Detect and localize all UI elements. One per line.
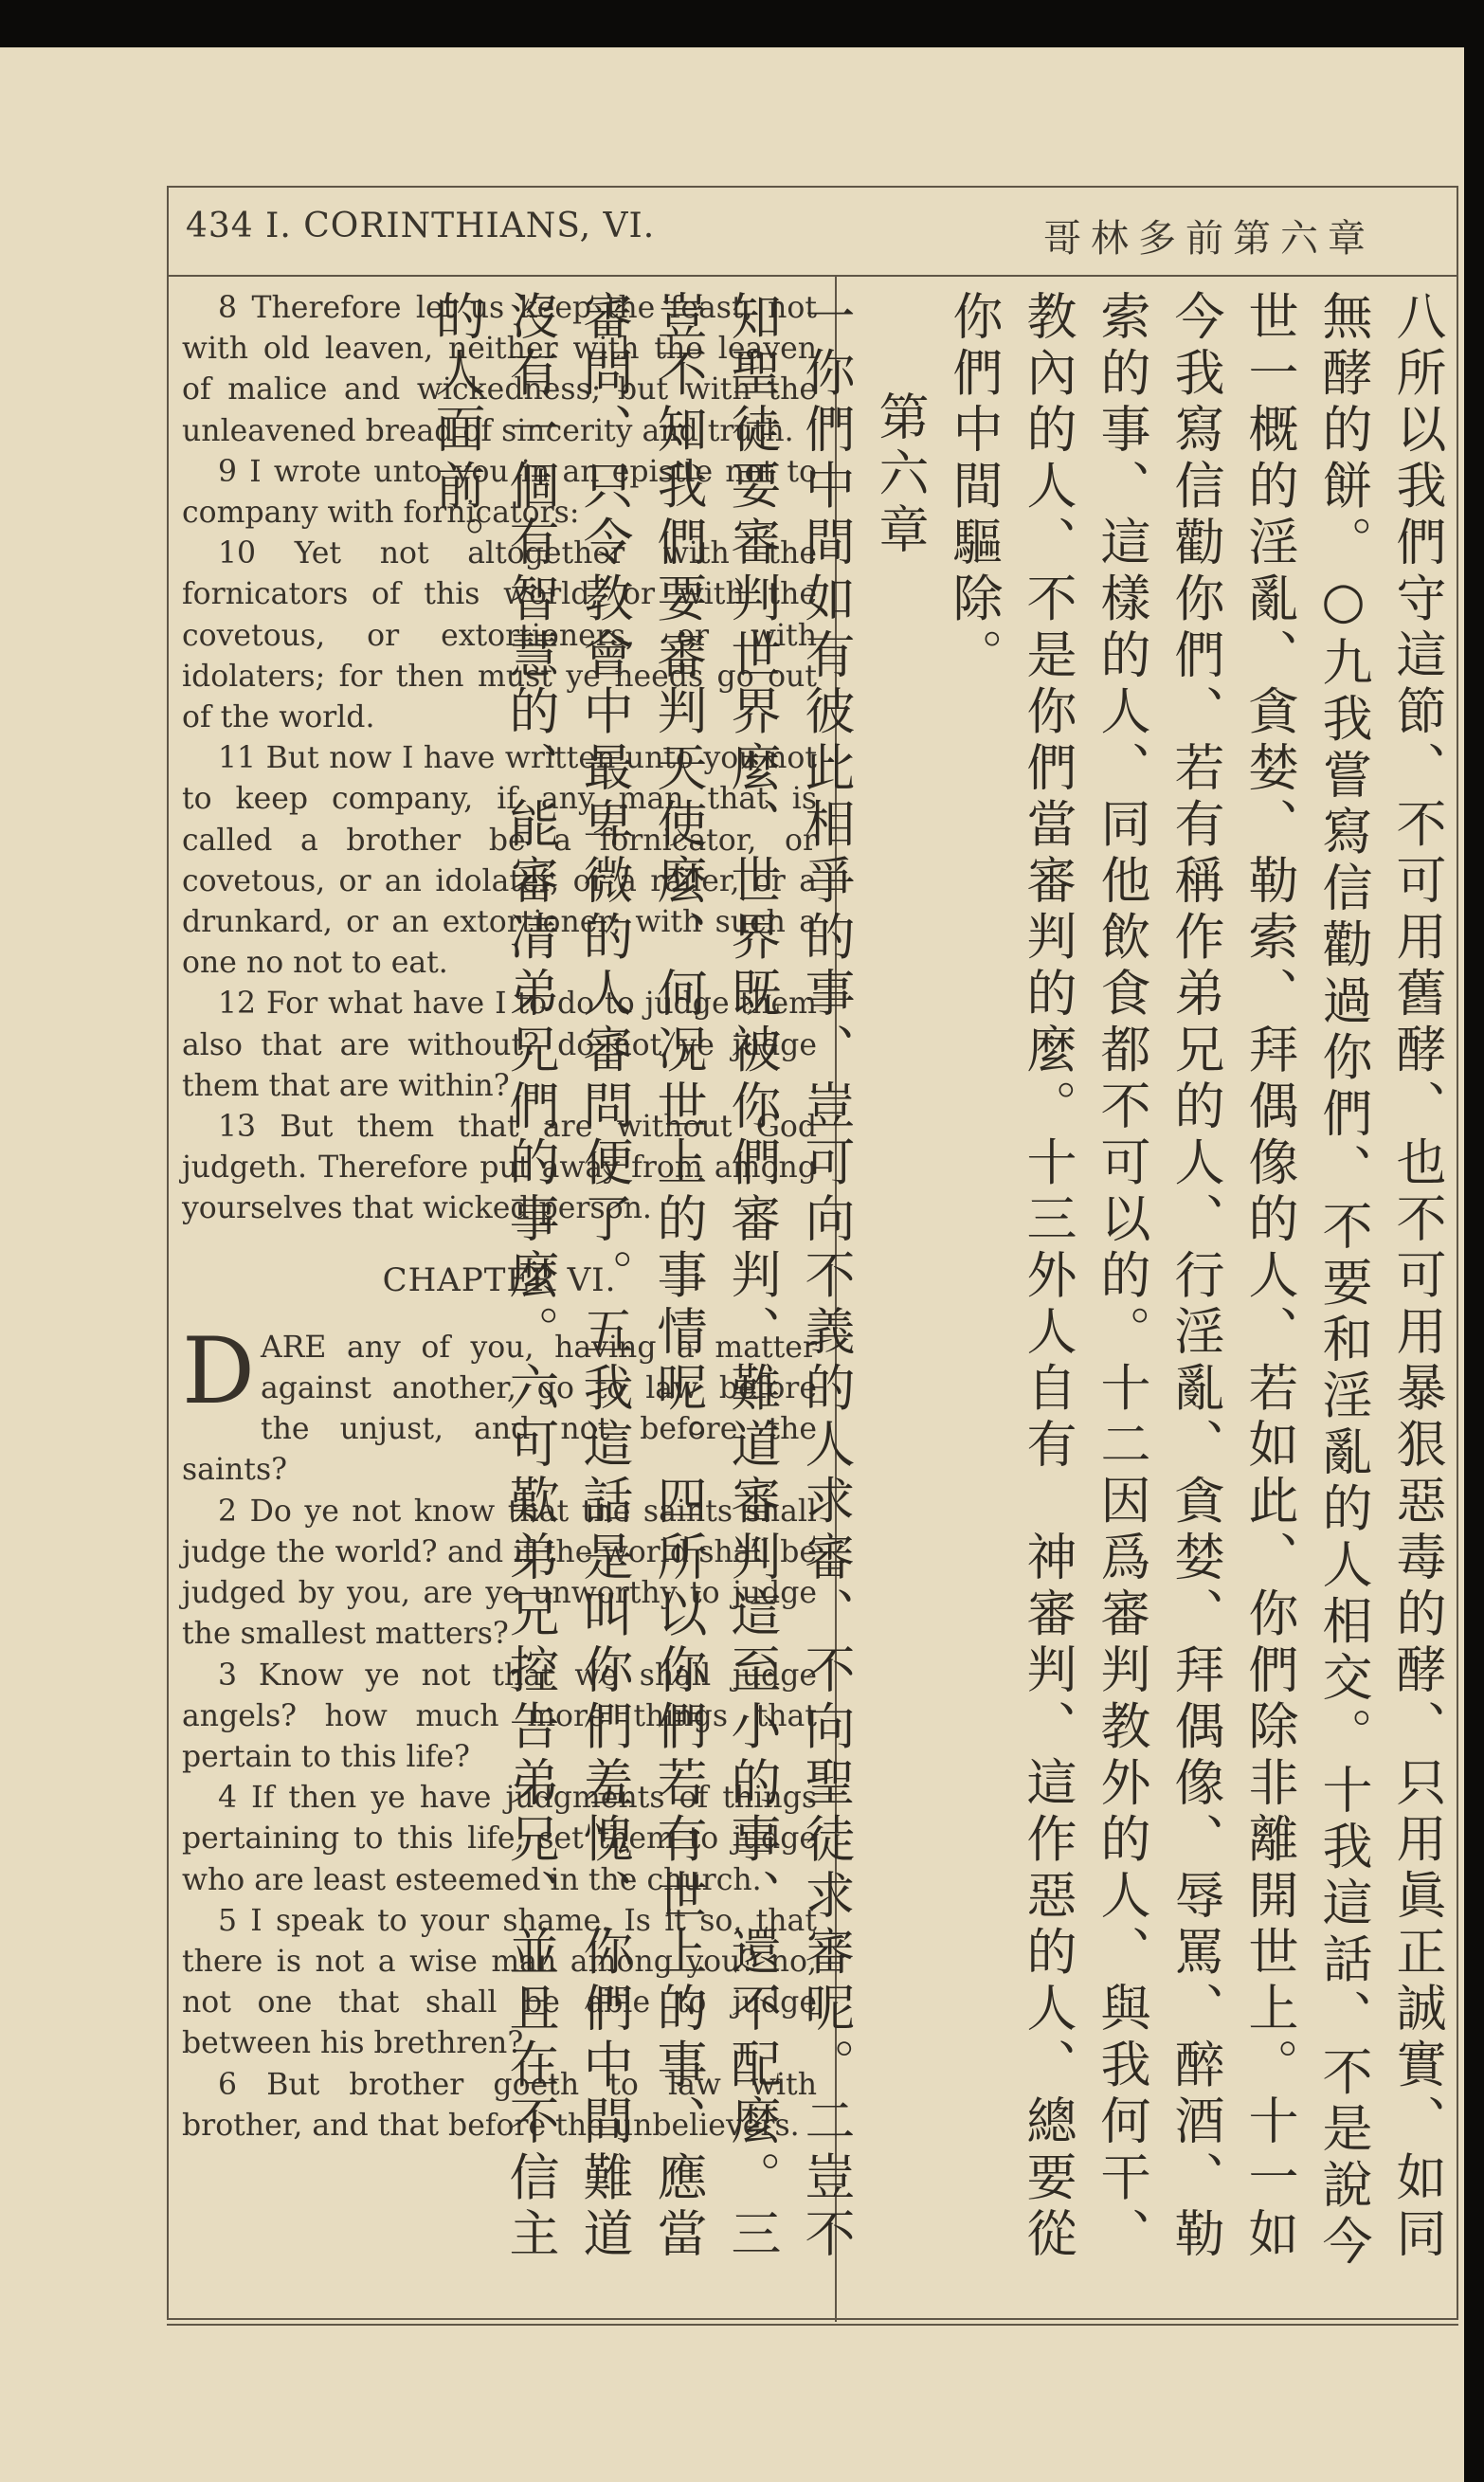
verse-1-text: ARE any of you, having a matter against another, go to law before the unjust, and not before the saints? bbox=[182, 1330, 817, 1488]
drop-cap: D bbox=[182, 1317, 255, 1424]
header-english: 434 I. CORINTHIANS, VI. bbox=[186, 207, 656, 245]
verse-3: 3 Know ye not that we shall judge angels? how much more things that pertain to this life? bbox=[182, 1658, 817, 1774]
header-chinese: 哥林多前第六章 bbox=[1043, 217, 1375, 261]
verse-11: 11 But now I have written unto you not to keep company, if any man that is called a brother be a fornicator, or covetous, or an idolater, or a railer, or a drunkard, or an extortioner; with such a one no not to eat. bbox=[182, 741, 817, 981]
verse-5: 5 I speak to your shame. Is it so, that there is not a wise man among you? no, not one that shall be able to judge between his brethren? bbox=[182, 1903, 817, 2061]
verse-13: 13 But them that are without God judgeth. Therefore put away from among yourselves that wicked person. bbox=[182, 1110, 817, 1226]
verse-9: 9 I wrote unto you in an epistle not to company with fornicators: bbox=[182, 454, 817, 531]
chinese-chapter5-text: 八所以我們守這節、不可用舊酵、也不可用暴狠惡毒的酵、只用眞正誠實、如同無酵的餅。○九我嘗寫信勸過你們、不要和淫亂的人相交。十我這話、不是說今世一概的淫亂、貪婪、勒索、拜偶像的人、若如此、你們除非離開世上。十一如今我寫信勸你們、若有稱作弟兄的人、行淫亂、貪婪、拜偶像、辱罵、醉酒、勒索的事、這樣的人、同他飲食都不可以的。十二因爲審判教外的人、與我何干、教內的人、不是你們當審判的麼。十三外人自有 神審判、這作惡的人、總要從你們中間驅除。 bbox=[945, 290, 1446, 2272]
verse-6: 6 But brother goeth to law with brother, and that before the unbelievers. bbox=[182, 2067, 817, 2143]
verse-2: 2 Do ye not know that the saints shall judge the world? and if the world shall be judged by you, are ye unworthy to judge the smallest matters? bbox=[182, 1494, 817, 1652]
page-frame bbox=[167, 186, 1458, 2320]
verse-12: 12 For what have I to do to judge them also that are without? do not ye judge them that are within? bbox=[182, 987, 817, 1103]
chinese-chapter-heading: 第六章 bbox=[871, 390, 929, 560]
verse-10: 10 Yet not altogether with the fornicators of this world, or with the covetous, or extortioners, or with idolaters; for then must ye needs go out of the world. bbox=[182, 536, 817, 735]
verse-8: 8 Therefore let us keep the feast, not with old leaven, neither with the leaven of malice and wickedness; but with the unleavened bread of sincerity and truth. bbox=[182, 291, 817, 448]
chapter-heading: CHAPTER VI. bbox=[382, 1260, 617, 1299]
running-header bbox=[169, 188, 1457, 277]
verse-4: 4 If then ye have judgments of things pertaining to this life, set them to judge who are least esteemed in the church. bbox=[182, 1781, 817, 1897]
chinese-chapter6-text: 一你們中間如有彼此相爭的事、豈可向不義的人求審、不向聖徒求審呢。二豈不知聖徒要審判世界麼、世界既被你們審判、難道審判這至小的事、還不配麼。三豈不知我們要審判天使麼、何况世上的事情呢。四所以你們若有世上的事、應當審問、只令教會中最卑微的人審問便了。五我這話是叫你們羞愧、你們中間難道沒有一個有智慧的、能審凊弟兄們的事麼。六可歎弟兄控告弟兄、並且在不信主的人面前。 bbox=[427, 290, 855, 2264]
